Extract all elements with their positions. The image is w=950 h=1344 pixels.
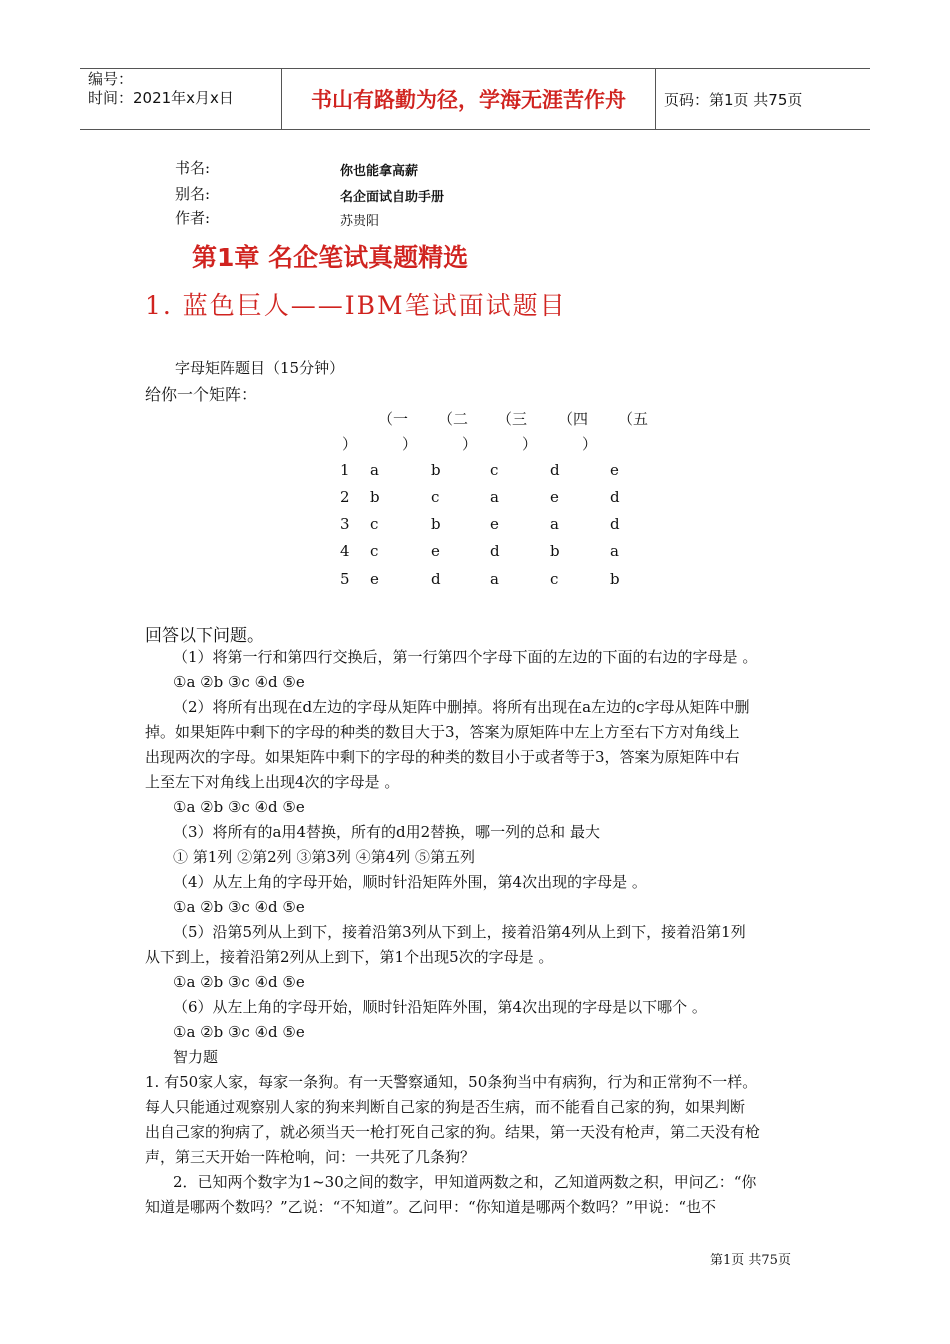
question-3-options: ① 第1列 ②第2列 ③第3列 ④第4列 ⑤第五列 [173, 848, 476, 866]
section-title: 1. 蓝色巨人——IBM笔试面试题目 [145, 291, 567, 320]
matrix-cell: d [550, 461, 560, 479]
matrix-intro: 字母矩阵题目（15分钟） [175, 359, 345, 377]
question-1: （1）将第一行和第四行交换后，第一行第四个字母下面的左边的下面的右边的字母是 。 [173, 648, 758, 666]
header-top-rule [80, 68, 870, 69]
puzzle-1-line: 出自己家的狗病了，就必须当天一枪打死自己家的狗。结果，第一天没有枪声，第二天没有枪 [145, 1123, 761, 1141]
header-page-number: 页码：第1页 共75页 [664, 91, 803, 109]
matrix-cell: c [370, 515, 379, 533]
matrix-row-number: 1 [340, 461, 350, 479]
question-5-line: 从下到上，接着沿第2列从上到下，第1个出现5次的字母是 。 [145, 948, 554, 966]
puzzle-heading: 智力题 [173, 1048, 219, 1066]
footer-page-number: 第1页 共75页 [710, 1253, 791, 1268]
matrix-cell: a [610, 542, 619, 560]
matrix-cell: a [490, 570, 499, 588]
puzzle-2: 2．已知两个数字为1~30之间的数字，甲知道两数之和，乙知道两数之积，甲问乙：“你 [173, 1173, 757, 1191]
matrix-col-header: （二 [438, 410, 469, 428]
matrix-col-close: ） [342, 435, 358, 453]
question-2-options: ①a ②b ③c ④d ⑤e [173, 798, 305, 816]
matrix-cell: b [431, 515, 441, 533]
question-2-line: 掉。如果矩阵中剩下的字母的种类的数目大于3，答案为原矩阵中左上方至右下方对角线上 [145, 723, 740, 741]
book-title-value: 你也能拿高薪 [340, 164, 419, 179]
matrix-cell: a [550, 515, 559, 533]
matrix-cell: b [370, 488, 380, 506]
matrix-row-number: 5 [340, 570, 350, 588]
matrix-cell: d [610, 488, 620, 506]
question-6-options: ①a ②b ③c ④d ⑤e [173, 1023, 305, 1041]
matrix-col-close: ） [582, 435, 598, 453]
puzzle-1-line: 每人只能通过观察别人家的狗来判断自己家的狗是否生病，而不能看自己家的狗，如果判断 [145, 1098, 746, 1116]
matrix-cell: d [490, 542, 500, 560]
matrix-cell: e [550, 488, 559, 506]
matrix-cell: c [431, 488, 440, 506]
answer-heading: 回答以下问题。 [145, 626, 264, 646]
matrix-row-number: 4 [340, 542, 350, 560]
book-title-label: 书名: [175, 159, 211, 177]
matrix-row-number: 2 [340, 488, 350, 506]
header-time: 时间：2021年x月x日 [88, 89, 234, 107]
question-6: （6）从左上角的字母开始，顺时针沿矩阵外围，第4次出现的字母是以下哪个 。 [173, 998, 707, 1016]
header-motto: 书山有路勤为径，学海无涯苦作舟 [311, 88, 626, 112]
matrix-cell: b [610, 570, 620, 588]
matrix-cell: c [550, 570, 559, 588]
book-author-label: 作者: [175, 209, 211, 227]
question-2: （2）将所有出现在d左边的字母从矩阵中删掉。将所有出现在a左边的c字母从矩阵中删 [173, 698, 750, 716]
matrix-col-header: （五 [618, 410, 649, 428]
question-4-options: ①a ②b ③c ④d ⑤e [173, 898, 305, 916]
question-1-options: ①a ②b ③c ④d ⑤e [173, 673, 305, 691]
matrix-col-header: （四 [558, 410, 589, 428]
matrix-cell: e [490, 515, 499, 533]
matrix-cell: c [490, 461, 499, 479]
header-bottom-rule [80, 129, 870, 130]
matrix-cell: b [431, 461, 441, 479]
question-5-options: ①a ②b ③c ④d ⑤e [173, 973, 305, 991]
header-divider [655, 68, 656, 129]
matrix-col-close: ） [462, 435, 478, 453]
question-4: （4）从左上角的字母开始，顺时针沿矩阵外围，第4次出现的字母是 。 [173, 873, 647, 891]
matrix-cell: b [550, 542, 560, 560]
matrix-cell: d [610, 515, 620, 533]
matrix-row-number: 3 [340, 515, 350, 533]
book-alias-value: 名企面试自助手册 [340, 190, 445, 205]
matrix-give: 给你一个矩阵： [145, 385, 258, 404]
matrix-cell: d [431, 570, 441, 588]
question-5: （5）沿第5列从上到下，接着沿第3列从下到上，接着沿第4列从上到下，接着沿第1列 [173, 923, 746, 941]
matrix-cell: e [370, 570, 379, 588]
matrix-cell: c [370, 542, 379, 560]
puzzle-1-line: 1. 有50家人家，每家一条狗。有一天警察通知，50条狗当中有病狗，行为和正常狗不一样。 [145, 1073, 758, 1091]
matrix-col-close: ） [522, 435, 538, 453]
matrix-cell: e [610, 461, 619, 479]
question-2-line: 上至左下对角线上出现4次的字母是 。 [145, 773, 400, 791]
question-2-line: 出现两次的字母。如果矩阵中剩下的字母的种类的数目小于或者等于3，答案为原矩阵中右 [145, 748, 740, 766]
matrix-col-close: ） [402, 435, 418, 453]
header-divider [281, 68, 282, 129]
matrix-col-header: （三 [497, 410, 528, 428]
book-alias-label: 别名: [175, 185, 211, 203]
matrix-col-header: （一 [378, 410, 409, 428]
header-meta [88, 70, 234, 108]
matrix-cell: a [370, 461, 379, 479]
matrix-cell: a [490, 488, 499, 506]
question-list [145, 645, 810, 1220]
puzzle-2-line: 知道是哪两个数吗？”乙说：“不知道”。乙问甲：“你知道是哪两个数吗？”甲说：“也不 [145, 1198, 717, 1216]
matrix-cell: e [431, 542, 440, 560]
question-3: （3）将所有的a用4替换，所有的d用2替换，哪一列的总和 最大 [173, 823, 600, 841]
book-author-value: 苏贵阳 [340, 214, 380, 229]
header-number: 编号： [88, 70, 134, 88]
chapter-title: 第1章 名企笔试真题精选 [192, 243, 469, 272]
puzzle-1-line: 声，第三天开始一阵枪响，问：一共死了几条狗？ [145, 1148, 476, 1166]
